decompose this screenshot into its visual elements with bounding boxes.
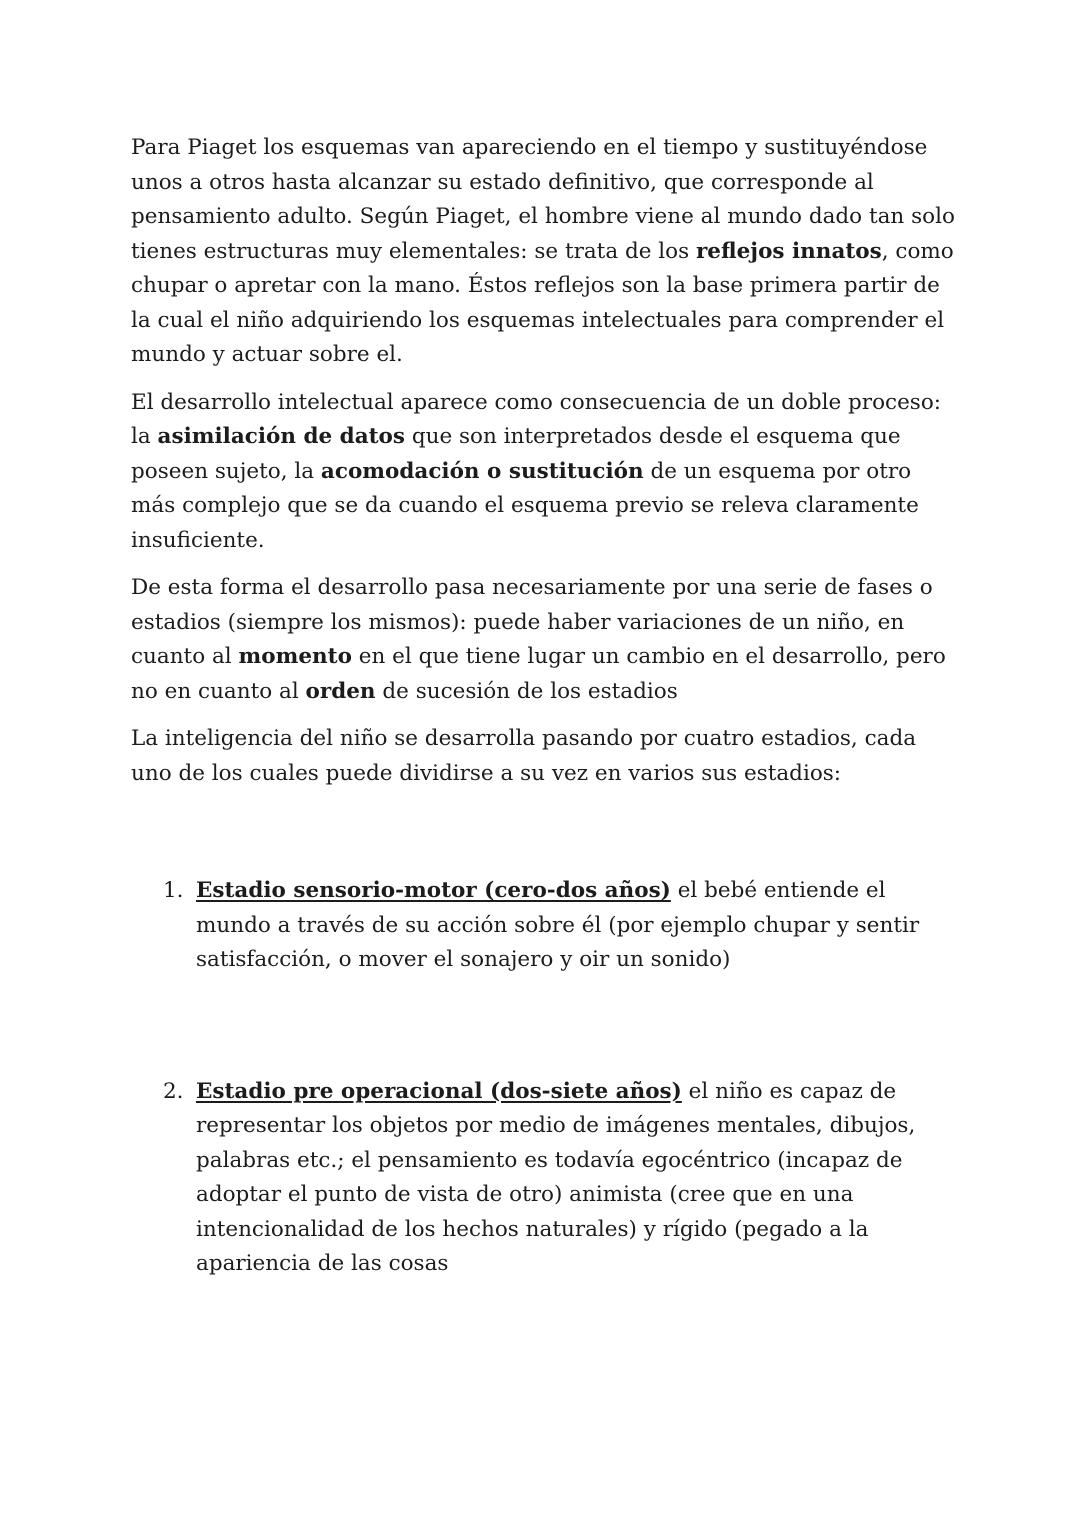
document-page	[131, 131, 961, 1282]
paragraph-inteligencia	[131, 722, 961, 791]
text: de un esquema por otro más complejo que se da cuando el esquema previo se releva claramente insuficiente.	[131, 458, 919, 553]
stage-text: el niño es capaz de representar los objetos por medio de imágenes mentales, dibujos, palabras etc.; el pensamiento es todavía egocéntrico (incapaz de adoptar el punto de vista de otro) animista (cree que en una intencionalidad de los hechos naturales) y rígido (pegado a la apariencia de las cosas	[196, 1078, 916, 1276]
paragraph-desarrollo	[131, 386, 961, 559]
list-item	[131, 1075, 961, 1282]
stages-list	[131, 874, 961, 1282]
list-item	[131, 874, 961, 978]
paragraph-esquemas	[131, 131, 961, 373]
text: Para Piaget los esquemas van apareciendo en el tiempo y sustituyéndose unos a otros hasta alcanzar su estado definitivo, que corresponde al pensamiento adulto. Según Piaget, el hombre viene al mundo dado tan solo tienes estructuras muy elementales: se trata de los	[131, 135, 955, 264]
text: La inteligencia del niño se desarrolla pasando por cuatro estadios, cada uno de los cuales puede dividirse a su vez en varios sus estadios:	[131, 726, 917, 786]
bold-term: acomodación o sustitución	[320, 458, 644, 484]
list-number: 1.	[163, 878, 184, 903]
bold-term: asimilación de datos	[157, 424, 406, 449]
bold-term: orden	[305, 678, 376, 704]
bold-term: reflejos innatos	[695, 238, 882, 264]
text: en el que tiene lugar un cambio en el desarrollo, pero no en cuanto al	[131, 644, 946, 704]
bold-term: momento	[238, 644, 352, 669]
stage-text: el bebé entiende el mundo a través de su acción sobre él (por ejemplo chupar y sentir satisfacción, o mover el sonajero y oir un sonido)	[196, 878, 920, 972]
list-number: 2.	[163, 1078, 184, 1104]
stage-title: Estadio pre operacional (dos-siete años)	[196, 1078, 682, 1104]
stage-title: Estadio sensorio-motor (cero-dos años)	[196, 878, 671, 903]
text: , como chupar o apretar con la mano. Éstos reflejos son la base primera partir de la cual el niño adquiriendo los esquemas intelectuales para comprender el mundo y actuar sobre el.	[131, 238, 954, 367]
text: que son interpretados desde el esquema que poseen sujeto, la	[131, 424, 901, 484]
text: El desarrollo intelectual aparece como consecuencia de un doble proceso: la	[131, 389, 942, 449]
paragraph-fases	[131, 571, 961, 709]
text: de sucesión de los estadios	[375, 678, 678, 704]
text: De esta forma el desarrollo pasa necesariamente por una serie de fases o estadios (siempre los mismos): puede haber variaciones de un niño, en cuanto al	[131, 575, 933, 669]
